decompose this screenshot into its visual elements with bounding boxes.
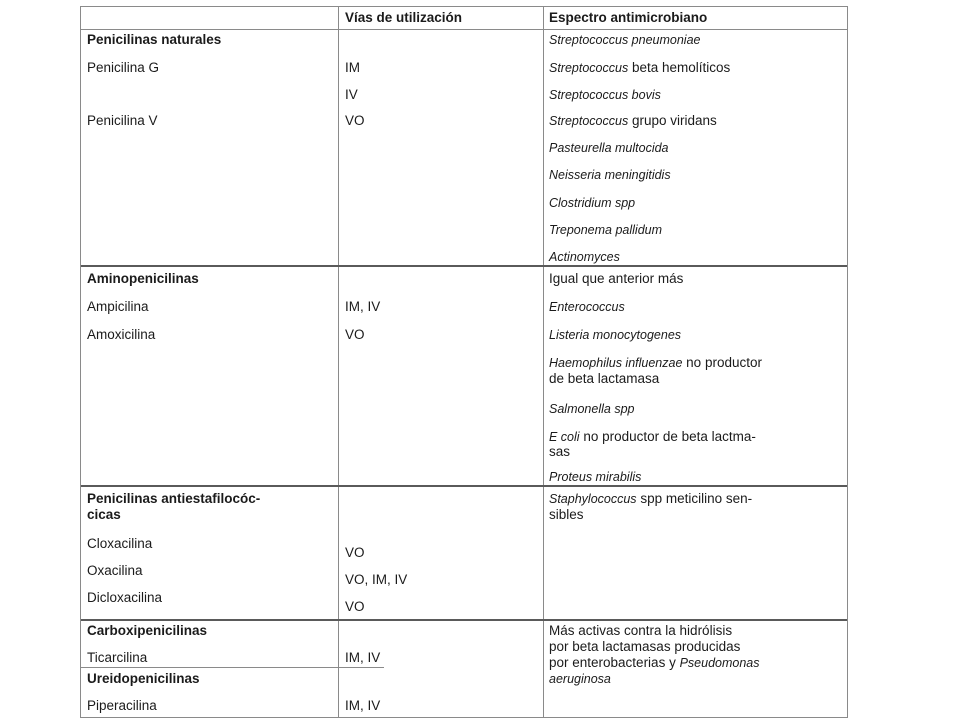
spectrum-item-cont: sas (549, 444, 571, 459)
route-value: IM, IV (345, 698, 381, 713)
spectrum-intro: Igual que anterior más (549, 271, 684, 286)
row-divider-4 (81, 667, 384, 668)
group-title-ureido: Ureidopenicilinas (87, 671, 200, 686)
row-divider-3 (81, 619, 847, 621)
spectrum-item: Clostridium spp (549, 196, 636, 210)
drug-name: Penicilina G (87, 60, 160, 75)
group-title-antiestaf-cont: cicas (87, 507, 121, 522)
route-value: VO (345, 327, 365, 342)
route-value: IM (345, 60, 360, 75)
drug-name: Piperacilina (87, 698, 157, 713)
drug-name: Ampicilina (87, 299, 149, 314)
group-title-amino: Aminopenicilinas (87, 271, 199, 286)
drug-name: Ticarcilina (87, 650, 148, 665)
spectrum-item: E coli no productor de beta lactma- (549, 429, 756, 444)
drug-name: Penicilina V (87, 113, 158, 128)
group-title-carboxi: Carboxipenicilinas (87, 623, 208, 638)
route-value: IV (345, 87, 358, 102)
spectrum-item-cont: sibles (549, 507, 584, 522)
spectrum-item: Listeria monocytogenes (549, 328, 682, 342)
header-spectrum: Espectro antimicrobiano (549, 10, 708, 25)
column-divider-1 (338, 7, 339, 717)
spectrum-item: Streptococcus grupo viridans (549, 113, 717, 128)
column-divider-2 (543, 7, 544, 717)
drug-name: Amoxicilina (87, 327, 156, 342)
spectrum-item: Streptococcus pneumoniae (549, 33, 701, 47)
drug-name: Oxacilina (87, 563, 143, 578)
spectrum-item: Haemophilus influenzae no productor (549, 355, 762, 370)
route-value: IM, IV (345, 650, 381, 665)
header-divider (81, 29, 847, 30)
route-value: VO, IM, IV (345, 572, 408, 587)
drug-name: Dicloxacilina (87, 590, 163, 605)
route-value: VO (345, 599, 365, 614)
spectrum-text: por beta lactamasas producidas (549, 639, 741, 654)
penicillin-table (80, 6, 848, 718)
spectrum-item: Staphylococcus spp meticilino sen- (549, 491, 753, 506)
route-value: VO (345, 113, 365, 128)
spectrum-item: Salmonella spp (549, 402, 635, 416)
spectrum-item: Actinomyces (549, 250, 620, 264)
drug-name: Cloxacilina (87, 536, 153, 551)
spectrum-item: Neisseria meningitidis (549, 168, 671, 182)
route-value: VO (345, 545, 365, 560)
spectrum-item: Streptococcus beta hemolíticos (549, 60, 731, 75)
spectrum-item-cont: de beta lactamasa (549, 371, 660, 386)
spectrum-item: Proteus mirabilis (549, 470, 642, 484)
spectrum-text: Más activas contra la hidrólisis (549, 623, 733, 638)
spectrum-item: Pasteurella multocida (549, 141, 669, 155)
row-divider-2 (81, 485, 847, 487)
spectrum-text: aeruginosa (549, 672, 611, 686)
spectrum-text: por enterobacterias y Pseudomonas (549, 655, 760, 670)
row-divider-1 (81, 265, 847, 267)
spectrum-item: Streptococcus bovis (549, 88, 661, 102)
group-title-antiestaf: Penicilinas antiestafilocóc- (87, 491, 261, 506)
group-title-naturales: Penicilinas naturales (87, 32, 222, 47)
spectrum-item: Treponema pallidum (549, 223, 663, 237)
spectrum-item: Enterococcus (549, 300, 625, 314)
route-value: IM, IV (345, 299, 381, 314)
header-routes: Vías de utilización (345, 10, 463, 25)
